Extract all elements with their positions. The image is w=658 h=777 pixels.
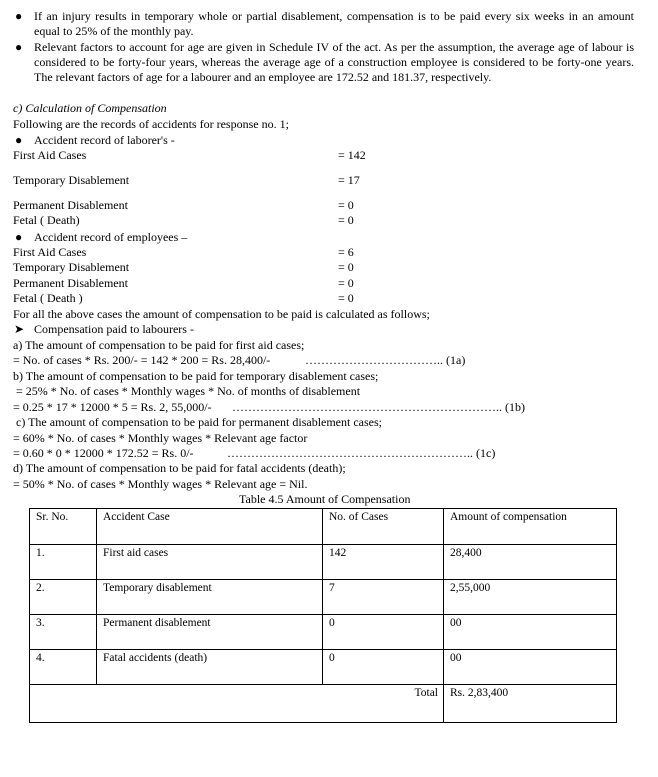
table-cell: 0 xyxy=(323,615,444,650)
header-cell: Accident Case xyxy=(97,509,323,545)
table-cell: 4. xyxy=(30,650,97,685)
table-row xyxy=(30,545,617,580)
table-cell: First aid cases xyxy=(97,545,323,580)
calc-a-dots: …………………………….. (1a) xyxy=(305,353,466,367)
record-value: = 0 xyxy=(338,291,354,305)
table-header-row xyxy=(30,509,617,545)
record-value: = 0 xyxy=(338,198,354,212)
table-cell: 142 xyxy=(323,545,444,580)
laborer-record-title: Accident record of laborer's - xyxy=(34,133,175,147)
header-cell: Amount of compensation xyxy=(444,509,617,545)
table-cell: 2. xyxy=(30,580,97,615)
calc-c-title: c) The amount of compensation to be paid for permanent disablement cases; xyxy=(16,415,382,429)
record-value: = 0 xyxy=(338,260,354,274)
calc-a-title: a) The amount of compensation to be paid for first aid cases; xyxy=(13,338,305,352)
bullet-paragraph: If an injury results in temporary whole or partial disablement, compensation is to be paid every six weeks in an amount equal to 25% of the monthly pay. xyxy=(34,9,634,38)
record-value: = 17 xyxy=(338,173,360,187)
table-cell: 00 xyxy=(444,615,617,650)
compensation-table xyxy=(29,508,617,723)
table-row xyxy=(30,650,617,685)
table-cell: Fatal accidents (death) xyxy=(97,650,323,685)
calc-c-formula: = 60% * No. of cases * Monthly wages * Relevant age factor xyxy=(13,431,308,445)
calc-b-title: b) The amount of compensation to be paid for temporary disablement cases; xyxy=(13,369,379,383)
record-label: Permanent Disablement xyxy=(13,198,128,212)
bullet-paragraph: Relevant factors to account for age are given in Schedule IV of the act. As per the assumption, the average age of labour is considered to be forty-four years, whereas the average age of a construction employee is considered to be forty-one years. The relevant factors of age for a labourer and an employee are 172.52 and 181.37, respectively. xyxy=(34,40,634,84)
employee-record-title: Accident record of employees – xyxy=(34,230,188,244)
table-row xyxy=(30,615,617,650)
table-caption: Table 4.5 Amount of Compensation xyxy=(239,492,411,506)
calc-d-title: d) The amount of compensation to be paid for fatal accidents (death); xyxy=(13,461,346,475)
table-cell: 3. xyxy=(30,615,97,650)
record-label: Permanent Disablement xyxy=(13,276,128,290)
calc-a-formula: = No. of cases * Rs. 200/- = 142 * 200 = Rs. 28,400/- xyxy=(13,353,271,367)
calc-c-dots: …………………………………………………….. (1c) xyxy=(227,446,496,460)
for-all-text: For all the above cases the amount of compensation to be paid is calculated as follows; xyxy=(13,307,430,321)
record-label: Fetal ( Death ) xyxy=(13,291,83,305)
record-label: Fetal ( Death) xyxy=(13,213,80,227)
table-cell: 7 xyxy=(323,580,444,615)
calc-b-line: = 0.25 * 17 * 12000 * 5 = Rs. 2, 55,000/- xyxy=(13,400,212,414)
table-row xyxy=(30,580,617,615)
calc-d-formula: = 50% * No. of cases * Monthly wages * Relevant age = Nil. xyxy=(13,477,308,491)
calc-b-dots: ………………………………………………………….. (1b) xyxy=(232,400,525,414)
record-value: = 0 xyxy=(338,213,354,227)
table-total-row xyxy=(30,685,617,723)
record-value: = 142 xyxy=(338,148,366,162)
table-cell: 28,400 xyxy=(444,545,617,580)
bullet-icon: ● xyxy=(15,9,23,23)
calc-b-formula: = 25% * No. of cases * Monthly wages * No. of months of disablement xyxy=(16,384,361,398)
total-label: Total xyxy=(30,685,444,723)
table-cell: 2,55,000 xyxy=(444,580,617,615)
calc-c-line: = 0.60 * 0 * 12000 * 172.52 = Rs. 0/- xyxy=(13,446,194,460)
section-heading: c) Calculation of Compensation xyxy=(13,101,167,115)
table-cell: Temporary disablement xyxy=(97,580,323,615)
table-cell: 00 xyxy=(444,650,617,685)
compensation-title: Compensation paid to labourers - xyxy=(34,322,194,336)
table-cell: Permanent disablement xyxy=(97,615,323,650)
intro-text: Following are the records of accidents for response no. 1; xyxy=(13,117,289,131)
arrow-bullet-icon: ➤ xyxy=(14,322,25,336)
record-value: = 0 xyxy=(338,276,354,290)
bullet-icon: ● xyxy=(15,40,23,54)
record-label: Temporary Disablement xyxy=(13,173,130,187)
record-label: Temporary Disablement xyxy=(13,260,130,274)
bullet-icon: ● xyxy=(15,230,23,244)
record-label: First Aid Cases xyxy=(13,245,87,259)
record-label: First Aid Cases xyxy=(13,148,87,162)
header-cell: No. of Cases xyxy=(323,509,444,545)
header-cell: Sr. No. xyxy=(30,509,97,545)
table-cell: 1. xyxy=(30,545,97,580)
record-value: = 6 xyxy=(338,245,354,259)
table-cell: 0 xyxy=(323,650,444,685)
bullet-icon: ● xyxy=(15,133,23,147)
total-value: Rs. 2,83,400 xyxy=(444,685,617,723)
